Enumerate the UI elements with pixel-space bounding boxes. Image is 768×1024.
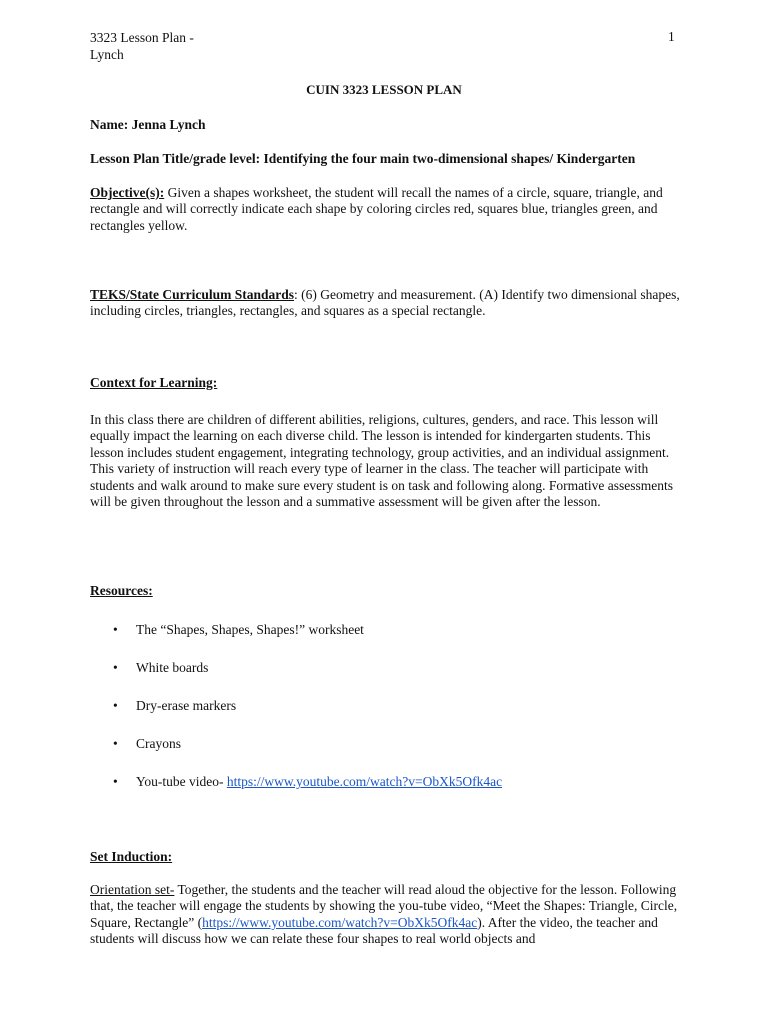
teks-label: TEKS/State Curriculum Standards	[90, 287, 295, 302]
running-header	[90, 29, 250, 63]
bullet: •	[113, 698, 118, 713]
resources-heading: Resources:	[90, 583, 153, 598]
bullet: •	[113, 622, 118, 637]
list-item	[113, 621, 673, 659]
bullet: •	[113, 736, 118, 751]
orientation-label: Orientation set-	[90, 882, 175, 897]
teks-text: : (6) Geometry and measurement. (A) Identify two dimensional shapes, including circles, triangles, rectangles, and squares as a special rectangle.	[90, 287, 680, 319]
list-item	[113, 735, 673, 773]
resource-text: Crayons	[136, 736, 181, 751]
objective-text: Given a shapes worksheet, the student will recall the names of a circle, square, triangle, and rectangle and will correctly indicate each shape by coloring circles red, squares blue, triangles green, and rectangles yellow.	[90, 185, 663, 233]
objective-label: Objective(s):	[90, 185, 165, 200]
list-item	[113, 773, 673, 811]
set-induction-heading: Set Induction:	[90, 849, 173, 864]
lesson-plan-title-line: Lesson Plan Title/grade level: Identifying the four main two-dimensional shapes/ Kindergarten	[90, 151, 636, 166]
page-number: 1	[668, 29, 675, 44]
header-line-1: 3323 Lesson Plan -	[90, 30, 194, 45]
orientation-paragraph	[90, 882, 680, 948]
teks-paragraph	[90, 287, 680, 320]
document-title: CUIN 3323 LESSON PLAN	[306, 82, 462, 97]
header-line-2: Lynch	[90, 47, 124, 62]
list-item	[113, 659, 673, 697]
bullet: •	[113, 660, 118, 675]
bullet: •	[113, 774, 118, 789]
resource-text: Dry-erase markers	[136, 698, 237, 713]
resource-text: The “Shapes, Shapes, Shapes!” worksheet	[136, 622, 364, 637]
video-link[interactable]: https://www.youtube.com/watch?v=ObXk5Ofk4ac	[226, 774, 503, 789]
resource-text: White boards	[136, 660, 209, 675]
name-line: Name: Jenna Lynch	[90, 117, 206, 132]
objective-paragraph	[90, 185, 680, 234]
resources-list	[113, 621, 673, 811]
list-item	[113, 697, 673, 735]
orientation-video-link[interactable]: https://www.youtube.com/watch?v=ObXk5Ofk4ac	[202, 914, 478, 930]
resource-text: You-tube video-	[136, 774, 227, 789]
orientation-text-2: ). After the video, the teacher and students will discuss how we can relate these four shapes to real world objects and	[90, 914, 658, 947]
context-paragraph: In this class there are children of different abilities, religions, cultures, genders, and race. This lesson will equally impact the learning on each diverse child. The lesson is intended for kindergarten students. This lesson includes student engagement, integrating technology, group activities, and an individual assignment. This variety of instruction will reach every type of learner in the class. The teacher will participate with students and walk around to make sure every student is on task and following along. Formative assessments will be given throughout the lesson and a summative assessment will be given after the lesson.	[90, 412, 674, 510]
orientation-text-1: Together, the students and the teacher will read aloud the objective for the lesson. Following that, the teacher will engage the students by showing the you-tube video, “Meet the Shapes: Triangle, Circle, Square, Rectangle” (	[90, 882, 678, 930]
context-heading: Context for Learning:	[90, 375, 218, 390]
